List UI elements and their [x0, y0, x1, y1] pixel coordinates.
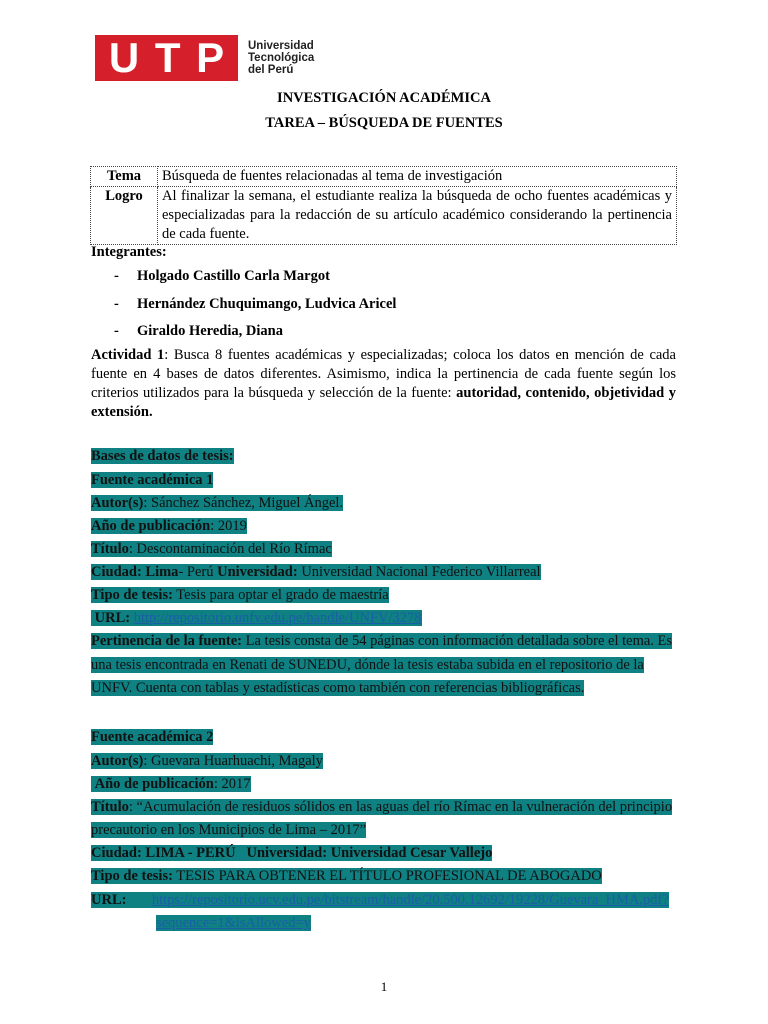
activity-paragraph — [91, 346, 676, 422]
logo-line-2: Tecnológica — [248, 52, 315, 64]
activity-criteria: autoridad, contenido, objetividad y extensión. — [91, 385, 677, 420]
source2-title-2: precautorio en los Municipios de Lima – 2017” — [91, 822, 367, 838]
source2-url-row: URL: https://repositorio.ucv.edu.pe/bitstream/handle/20.500.12692/19228/Guevara_HMA.pdf? — [91, 892, 669, 908]
source1-pertinence-2: una tesis encontrada en Renati de SUNEDU, dónde la tesis estaba subida en el repositorio de la — [91, 657, 644, 673]
logo-university-name — [248, 40, 314, 76]
member-name: Hernández Chuquimango, Ludvica Aricel — [137, 296, 397, 312]
source1-pertinence-1: Pertinencia de la fuente: La tesis consta de 54 páginas con información detallada sobre el tema. Es — [91, 633, 673, 649]
table-row-logro — [91, 187, 677, 245]
document-title: INVESTIGACIÓN ACADÉMICA — [277, 90, 491, 106]
member-item: - Hernández Chuquimango, Ludvica Aricel — [114, 296, 397, 312]
source2-year: Año de publicación: 2017 — [91, 775, 251, 794]
logo-line-1: Universidad — [248, 40, 314, 52]
logo-letter-u: U — [108, 34, 140, 81]
activity-text: : Busca 8 fuentes académicas y especializadas; coloca los datos en mención de cada fuente en 4 bases de datos diferentes. Asimismo, indica la pertinencia de cada fuente según los criterios utilizados para la búsqueda y selección de la fuente: — [91, 347, 676, 401]
source1-pertinence-3: UNFV. Cuenta con tablas y estadísticas como también con referencias bibliográficas. — [91, 680, 585, 696]
source2-type: Tipo de tesis: TESIS PARA OBTENER EL TÍTULO PROFESIONAL DE ABOGADO — [91, 868, 602, 884]
source1-heading: Fuente académica 1 — [91, 472, 214, 488]
source2-author: Autor(s): Guevara Huarhuachi, Magaly — [91, 753, 323, 769]
source1-url-link[interactable]: http://repositorio.unfv.edu.pe/handle/UNFV/3278 — [133, 610, 422, 626]
document-subtitle: TAREA – BÚSQUEDA DE FUENTES — [265, 115, 503, 131]
source1-title: Título: Descontaminación del Río Rímac — [91, 541, 332, 557]
source2-url-row-2 — [156, 914, 311, 933]
source2-heading: Fuente académica 2 — [91, 729, 214, 745]
tema-value: Búsqueda de fuentes relacionadas al tema de investigación — [158, 167, 677, 187]
utp-logo — [95, 35, 314, 81]
member-item: - Giraldo Heredia, Diana — [114, 323, 283, 339]
page-number: 1 — [380, 979, 388, 994]
source1-url-row: URL: http://repositorio.unfv.edu.pe/handle/UNFV/3278 — [91, 609, 422, 628]
table-row-tema — [91, 167, 677, 187]
logo-line-3: del Perú — [248, 64, 294, 76]
integrantes-label: Integrantes: — [91, 244, 167, 260]
section-heading: Bases de datos de tesis: — [91, 448, 234, 464]
member-name: Giraldo Heredia, Diana — [137, 323, 283, 339]
logo-letter-t: T — [154, 34, 181, 81]
source2-title-1: Título: “Acumulación de residuos sólidos en las aguas del río Rímac en la vulneración del principio — [91, 799, 673, 815]
source1-city-university: Ciudad: Lima- Perú Universidad: Universidad Nacional Federico Villarreal — [91, 564, 541, 580]
source2-city-university: Ciudad: LIMA - PERÚ Universidad: Universidad Cesar Vallejo — [91, 845, 493, 861]
source1-type: Tipo de tesis: Tesis para optar el grado de maestría — [91, 587, 389, 603]
logro-key: Logro — [91, 187, 158, 245]
activity-label: Actividad 1 — [91, 347, 165, 363]
source1-author: Autor(s): Sánchez Sánchez, Miguel Ángel. — [91, 495, 344, 511]
logro-value: Al finalizar la semana, el estudiante realiza la búsqueda de ocho fuentes académicas y especializadas para la redacción de su artículo académico considerando la pertinencia de cada fuente. — [158, 187, 677, 245]
source1-year: Año de publicación: 2019 — [91, 518, 247, 534]
utp-logo-mark — [95, 35, 238, 81]
source2-url-link[interactable]: https://repositorio.ucv.edu.pe/bitstream/handle/20.500.12692/19228/Guevara_HMA.pdf? — [151, 892, 669, 908]
member-item: - Holgado Castillo Carla Margot — [114, 268, 330, 284]
source2-url-link-cont[interactable]: sequence=1&isAllowed=y — [156, 915, 311, 931]
logo-letter-p: P — [196, 34, 225, 81]
member-name: Holgado Castillo Carla Margot — [137, 268, 330, 284]
tema-key: Tema — [91, 167, 158, 187]
assignment-info-table — [90, 166, 677, 245]
